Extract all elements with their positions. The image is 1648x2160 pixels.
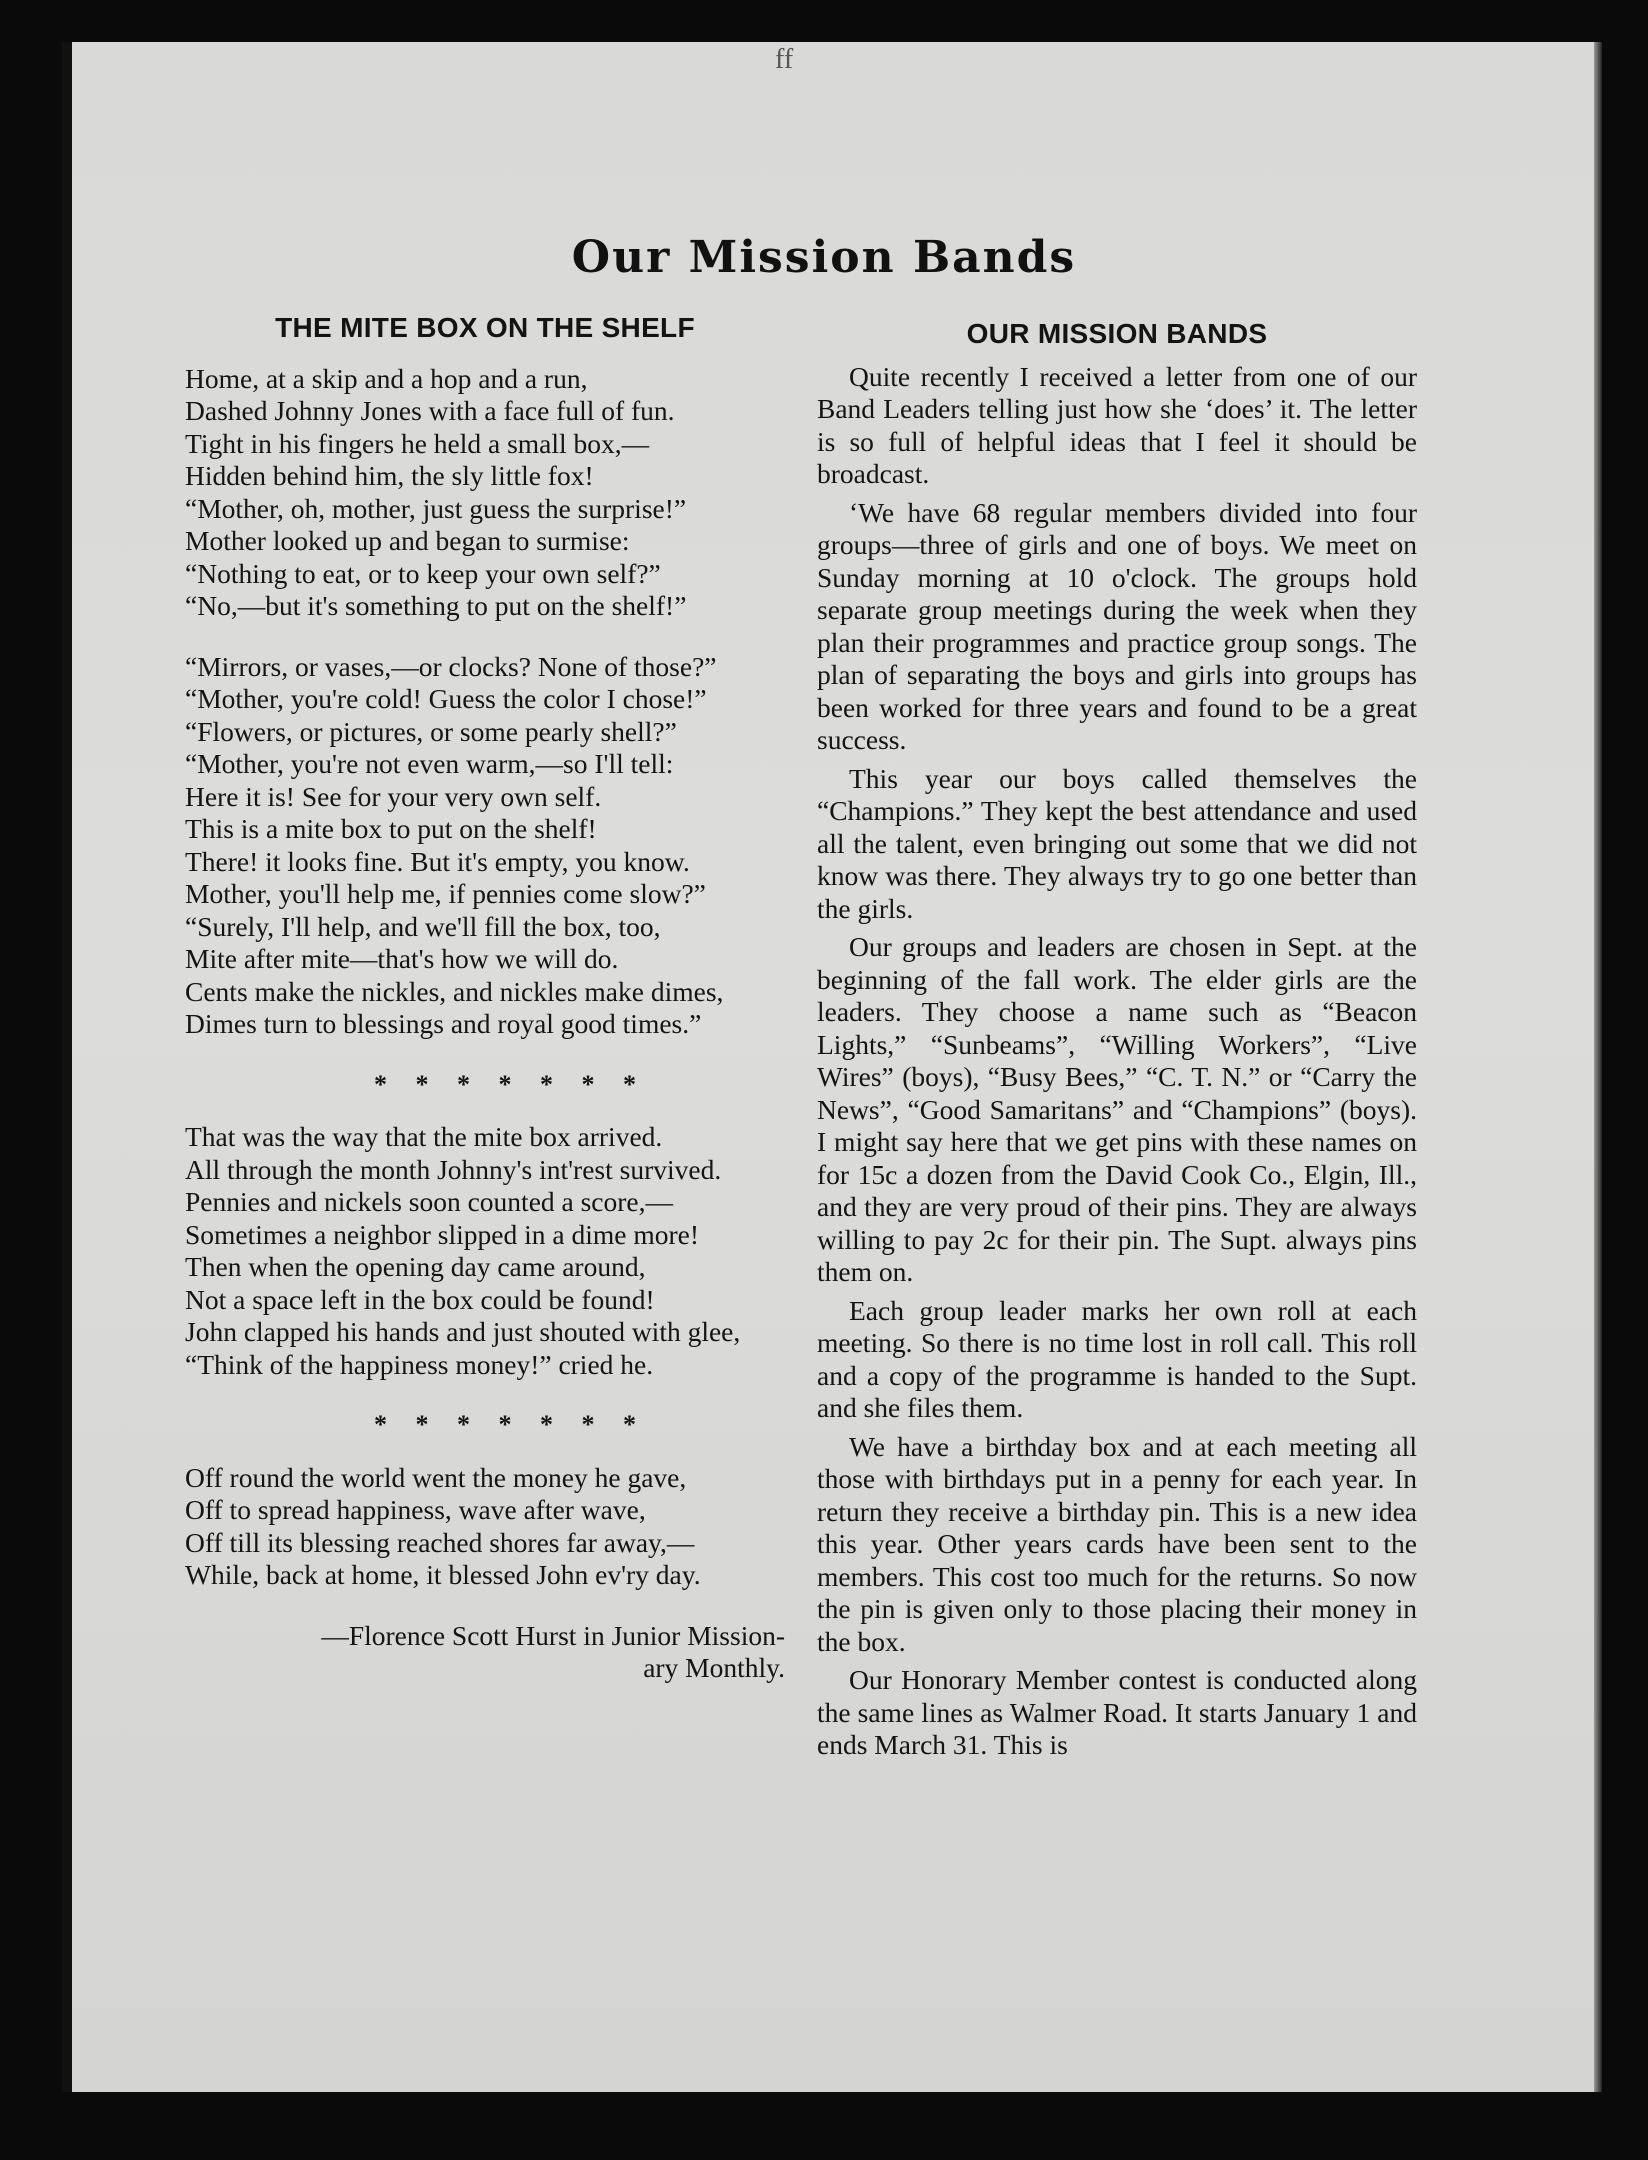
poem-line: This is a mite box to put on the shelf! bbox=[185, 813, 597, 844]
poem-line: Off round the world went the money he gave, bbox=[185, 1461, 687, 1493]
poem-line: “Surely, I'll help, and we'll fill the box, too, bbox=[185, 910, 661, 942]
poem-line: All through the month Johnny's int'rest survived. bbox=[185, 1153, 722, 1185]
poem-stanza-1 bbox=[185, 363, 785, 623]
poem-line: Pennies and nickels soon counted a score,— bbox=[185, 1186, 674, 1217]
poem-line: Then when the opening day came around, bbox=[185, 1251, 646, 1282]
masthead-title: Our Mission Bands bbox=[571, 232, 1077, 283]
binding-edge bbox=[62, 42, 72, 2092]
poem-title: THE MITE BOX ON THE SHELF bbox=[275, 312, 695, 343]
poem-line: Hidden behind him, the sly little fox! bbox=[185, 460, 594, 491]
article-paragraph: Our Honorary Member contest is conducted along the same lines as Walmer Road. It starts January 1 and ends March 31. This is bbox=[817, 1664, 1417, 1760]
poem-line: Dashed Johnny Jones with a face full of fun. bbox=[185, 395, 675, 426]
poem-line: Mother looked up and began to surmise: bbox=[185, 525, 630, 556]
poem-line: “Mother, oh, mother, just guess the surprise!” bbox=[185, 492, 687, 524]
poem-line: John clapped his hands and just shouted with glee, bbox=[185, 1316, 741, 1347]
poem-line: There! it looks fine. But it's empty, you know. bbox=[185, 845, 690, 877]
poem-line: “Nothing to eat, or to keep your own self?” bbox=[185, 557, 661, 589]
page-mark: ff bbox=[775, 44, 794, 75]
article-paragraph: ‘We have 68 regular members divided into four groups—three of girls and one of boys. We meet on Sunday morning at 10 o'clock. The groups hold separate group meetings during the week when they plan their programmes and practice group songs. The plan of separating the boys and girls into groups has been worked for three years and found to be a great success. bbox=[817, 496, 1417, 755]
article-column bbox=[817, 318, 1417, 1768]
poem-line: “Think of the happiness money!” cried he. bbox=[185, 1348, 654, 1380]
poem-stanza-2 bbox=[185, 651, 785, 1041]
poem-line: Dimes turn to blessings and royal good times.” bbox=[185, 1008, 702, 1039]
poem-line: “No,—but it's something to put on the shelf!” bbox=[185, 590, 687, 621]
poem-column bbox=[185, 312, 785, 1685]
poem-line: “Flowers, or pictures, or some pearly shell?” bbox=[185, 715, 677, 747]
poem-line: Home, at a skip and a hop and a run, bbox=[185, 362, 588, 394]
section-divider-stars: * * * * * * * bbox=[374, 1069, 636, 1099]
poem-line: Cents make the nickles, and nickles make dimes, bbox=[185, 975, 724, 1007]
poem-line: “Mirrors, or vases,—or clocks? None of those?” bbox=[185, 650, 717, 682]
poem-stanza-4 bbox=[185, 1462, 785, 1592]
poem-line: Sometimes a neighbor slipped in a dime more! bbox=[185, 1218, 699, 1250]
poem-line: Not a space left in the box could be found! bbox=[185, 1283, 655, 1315]
poem-line: “Mother, you're not even warm,—so I'll tell: bbox=[185, 748, 674, 779]
article-paragraph: Our groups and leaders are chosen in Sept. at the beginning of the fall work. The elder girls are the leaders. They choose a name such as “Beacon Lights,” “Sunbeams”, “Willing Workers”, “Live Wires” (boys), “Busy Bees,” “C. T. N.” or “Carry the News”, “Good Samaritans” and “Champions” (boys). I might say here that we get pins with these names on for 15c a dozen from the David Cook Co., Elgin, Ill., and they are very proud of their pins. They are always willing to pay 2c for their pin. The Supt. always pins them on. bbox=[817, 931, 1417, 1287]
poem-attribution bbox=[185, 1620, 785, 1685]
article-paragraph: This year our boys called themselves the “Champions.” They kept the best attendance and used all the talent, even bringing out some that we did not know was there. They always try to go one better than the girls. bbox=[817, 762, 1417, 924]
article-title: OUR MISSION BANDS bbox=[966, 318, 1268, 349]
poem-line: Tight in his fingers he held a small box,— bbox=[185, 427, 650, 459]
page-right-edge bbox=[1594, 42, 1602, 2092]
poem-line: Mother, you'll help me, if pennies come slow?” bbox=[185, 878, 706, 909]
article-paragraph: Quite recently I received a letter from one of our Band Leaders telling just how she ‘does’ it. The letter is so full of helpful ideas that I feel it should be broadcast. bbox=[817, 360, 1417, 489]
attribution-line: —Florence Scott Hurst in Junior Mission- bbox=[321, 1619, 785, 1651]
poem-line: That was the way that the mite box arrived. bbox=[185, 1121, 663, 1152]
poem-line: Here it is! See for your very own self. bbox=[185, 780, 602, 812]
article-paragraph: We have a birthday box and at each meeting all those with birthdays put in a penny for each year. In return they receive a birthday pin. This is a new idea this year. Other years cards have been sent to the members. This cost too much for the returns. So now the pin is given only to those placing their money in the box. bbox=[817, 1430, 1417, 1657]
poem-stanza-3 bbox=[185, 1121, 785, 1381]
attribution-line: ary Monthly. bbox=[643, 1652, 785, 1683]
article-paragraph: Each group leader marks her own roll at each meeting. So there is no time lost in roll call. This roll and a copy of the programme is handed to the Supt. and she files them. bbox=[817, 1294, 1417, 1423]
poem-line: Mite after mite—that's how we will do. bbox=[185, 943, 619, 974]
poem-line: “Mother, you're cold! Guess the color I chose!” bbox=[185, 683, 707, 714]
poem-line: Off to spread happiness, wave after wave, bbox=[185, 1494, 646, 1525]
poem-line: While, back at home, it blessed John ev'ry day. bbox=[185, 1559, 701, 1590]
poem-line: Off till its blessing reached shores far away,— bbox=[185, 1526, 695, 1558]
section-divider-stars: * * * * * * * bbox=[374, 1410, 636, 1439]
